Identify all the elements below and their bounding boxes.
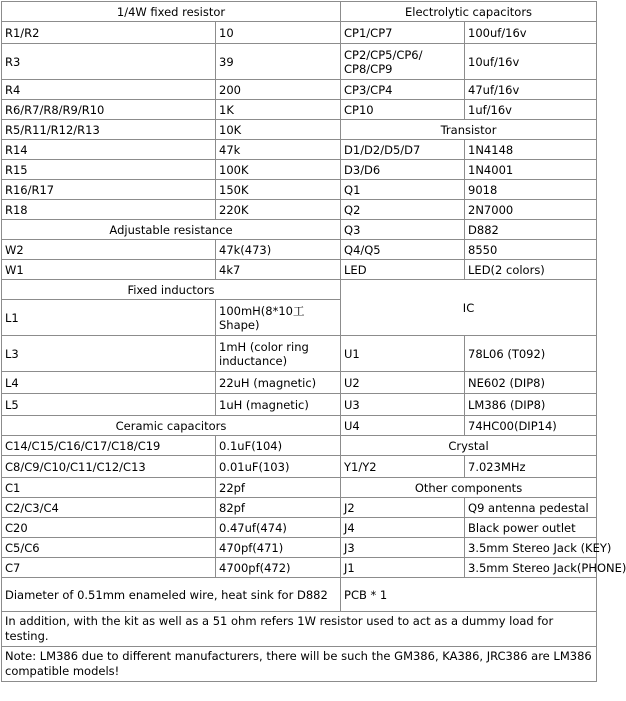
parts-list-table [1,1,626,682]
part-value: 3.5mm Stereo Jack(PHONE) [465,558,597,578]
part-ref: C1 [2,478,216,498]
part-ref: C5/C6 [2,538,216,558]
part-value: 82pf [216,498,341,518]
part-ref: C8/C9/C10/C11/C12/C13 [2,456,216,478]
fixed-inductors-header: Fixed inductors [2,280,341,300]
table-row [2,478,597,498]
part-value: 7.023MHz [465,456,597,478]
part-value: 10K [216,120,341,140]
table-row [2,394,597,416]
part-ref: Q1 [341,180,465,200]
pcb-count: PCB * 1 [341,578,597,612]
ic-header: IC [341,280,597,336]
part-ref: R16/R17 [2,180,216,200]
table-row [2,240,597,260]
transistor-header: Transistor [341,120,597,140]
part-ref: U2 [341,372,465,394]
part-ref: Q3 [341,220,465,240]
lm386-compatibility-note: Note: LM386 due to different manufacturers, there will be such the GM386, KA386, JRC386 are LM386 compatible models! [2,647,597,682]
part-value: 100uf/16v [465,22,597,44]
part-value: 8550 [465,240,597,260]
part-ref: U4 [341,416,465,436]
part-ref: C14/C15/C16/C17/C18/C19 [2,436,216,456]
table-row [2,436,597,456]
adjustable-resistance-header: Adjustable resistance [2,220,341,240]
table-row [2,220,597,240]
table-row [2,140,597,160]
part-ref: U3 [341,394,465,416]
part-value: 1mH (color ring inductance) [216,336,341,372]
table-row [2,260,597,280]
part-value: 1N4148 [465,140,597,160]
part-ref: R18 [2,200,216,220]
part-ref: W1 [2,260,216,280]
part-ref: J1 [341,558,465,578]
table-row [2,538,597,558]
part-value: 2N7000 [465,200,597,220]
part-ref: CP2/CP5/CP6/ CP8/CP9 [341,44,465,80]
part-value: 47uf/16v [465,80,597,100]
table-row [2,456,597,478]
part-value: 100K [216,160,341,180]
part-ref: R3 [2,44,216,80]
part-ref: R4 [2,80,216,100]
part-ref: R1/R2 [2,22,216,44]
table-row [2,280,597,300]
table-row [2,612,597,647]
part-ref: C20 [2,518,216,538]
table-row [2,647,597,682]
part-value: 74HC00(DIP14) [465,416,597,436]
part-value: 0.47uf(474) [216,518,341,538]
part-ref: Y1/Y2 [341,456,465,478]
part-value: 4k7 [216,260,341,280]
part-value: 4700pf(472) [216,558,341,578]
part-value: D882 [465,220,597,240]
table-row [2,120,597,140]
part-ref: R6/R7/R8/R9/R10 [2,100,216,120]
part-ref: L1 [2,300,216,336]
part-value: 150K [216,180,341,200]
part-value: 1uH (magnetic) [216,394,341,416]
part-value: 0.1uF(104) [216,436,341,456]
table-row [2,498,597,518]
part-ref: J4 [341,518,465,538]
table-row [2,100,597,120]
part-value: Q9 antenna pedestal [465,498,597,518]
part-ref: J3 [341,538,465,558]
part-value: LM386 (DIP8) [465,394,597,416]
part-ref: R5/R11/R12/R13 [2,120,216,140]
table-row [2,160,597,180]
table-row [2,372,597,394]
part-ref: R14 [2,140,216,160]
part-ref: CP10 [341,100,465,120]
part-ref: Q2 [341,200,465,220]
part-value: 1K [216,100,341,120]
part-value: 1N4001 [465,160,597,180]
part-value: 22pf [216,478,341,498]
table-row [2,180,597,200]
fixed-resistor-header: 1/4W fixed resistor [2,2,341,22]
part-ref: W2 [2,240,216,260]
part-value: Black power outlet [465,518,597,538]
part-ref: R15 [2,160,216,180]
table-row [2,336,597,372]
table-row [2,518,597,538]
part-ref: CP1/CP7 [341,22,465,44]
part-value: NE602 (DIP8) [465,372,597,394]
table-row [2,200,597,220]
part-ref: J2 [341,498,465,518]
part-ref: C7 [2,558,216,578]
part-value: 78L06 (T092) [465,336,597,372]
part-ref: C2/C3/C4 [2,498,216,518]
crystal-header: Crystal [341,436,597,456]
part-value: 220K [216,200,341,220]
part-ref: D3/D6 [341,160,465,180]
part-ref: Q4/Q5 [341,240,465,260]
part-value: 9018 [465,180,597,200]
part-value: 39 [216,44,341,80]
part-value: 10 [216,22,341,44]
part-ref: L5 [2,394,216,416]
other-components-header: Other components [341,478,597,498]
table-row [2,22,597,44]
dummy-load-note: In addition, with the kit as well as a 51 ohm refers 1W resistor used to act as a dummy load for testing. [2,612,597,647]
table-row [2,80,597,100]
part-value: 3.5mm Stereo Jack (KEY) [465,538,597,558]
table-row [2,558,597,578]
electrolytic-capacitor-header: Electrolytic capacitors [341,2,597,22]
part-value: 47k [216,140,341,160]
part-value: 200 [216,80,341,100]
ceramic-capacitors-header: Ceramic capacitors [2,416,341,436]
part-value: 470pf(471) [216,538,341,558]
part-ref: D1/D2/D5/D7 [341,140,465,160]
part-ref: U1 [341,336,465,372]
part-ref: CP3/CP4 [341,80,465,100]
table-row [2,44,597,80]
part-value: 0.01uF(103) [216,456,341,478]
table-row [2,578,597,612]
part-ref: L3 [2,336,216,372]
table-row [2,2,597,22]
part-value: 47k(473) [216,240,341,260]
part-value: 10uf/16v [465,44,597,80]
part-ref: L4 [2,372,216,394]
part-value: 100mH(8*10工 Shape) [216,300,341,336]
part-value: LED(2 colors) [465,260,597,280]
wire-heatsink-note: Diameter of 0.51mm enameled wire, heat sink for D882 [2,578,341,612]
part-value: 22uH (magnetic) [216,372,341,394]
table-row [2,416,597,436]
part-value: 1uf/16v [465,100,597,120]
part-ref: LED [341,260,465,280]
